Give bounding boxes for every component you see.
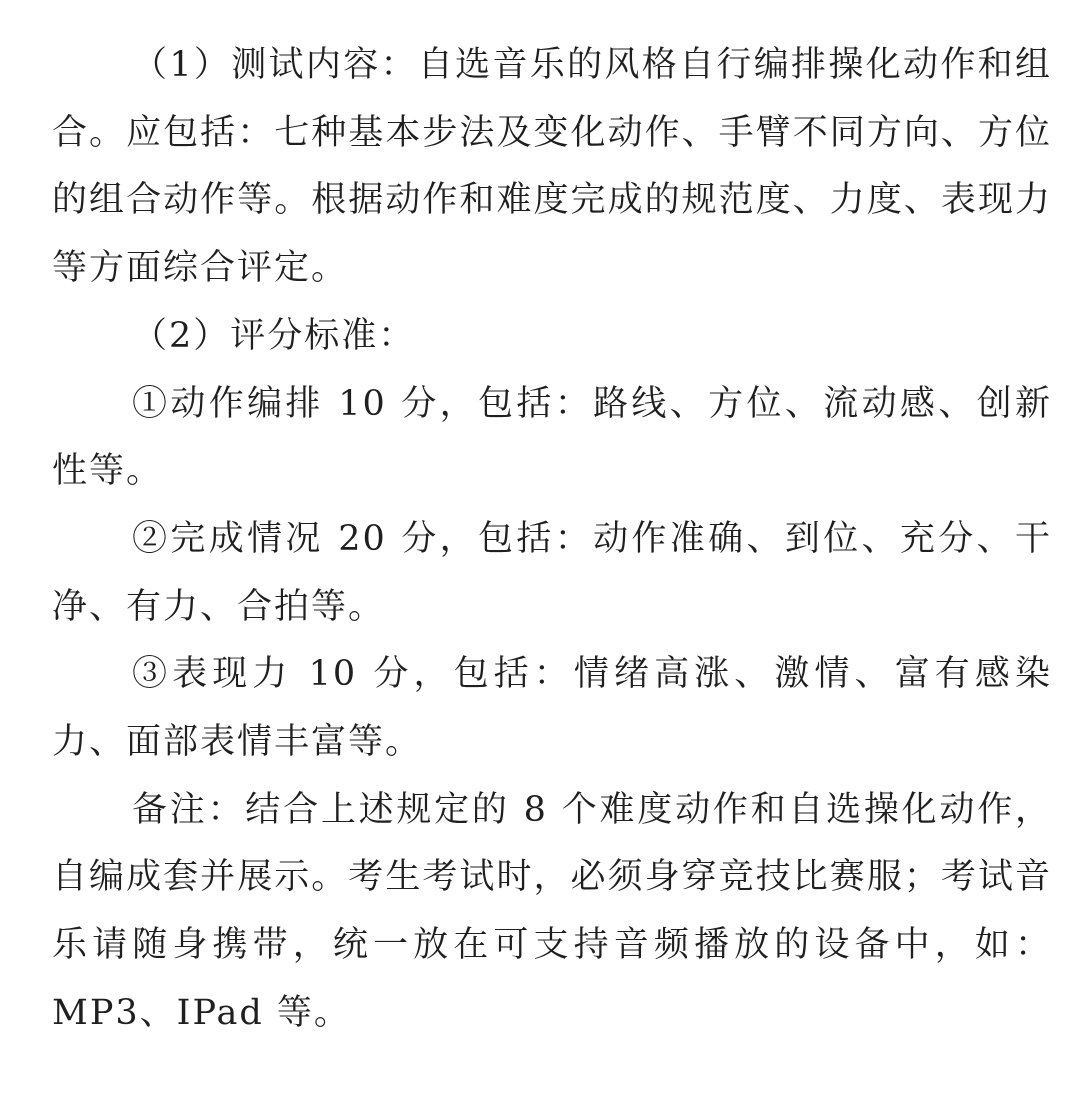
scoring-standard-heading: （2）评分标准： [132,315,416,356]
choreography-criterion: ①动作编排 10 分，包括：路线、方位、流动感、创新性等。 [52,383,1052,492]
document-body [52,32,1052,1048]
expressiveness-criterion: ③表现力 10 分，包括：情绪高涨、激情、富有感染力、面部表情丰富等。 [52,654,1052,763]
test-content-paragraph: （1）测试内容：自选音乐的风格自行编排操化动作和组合。应包括：七种基本步法及变化动作、手臂不同方向、方位的组合动作等。根据动作和难度完成的规范度、力度、表现力等方面综合评定。 [52,45,1052,289]
completion-criterion: ②完成情况 20 分，包括：动作准确、到位、充分、干净、有力、合拍等。 [52,518,1052,627]
remarks-paragraph: 备注：结合上述规定的 8 个难度动作和自选操化动作，自编成套并展示。考生考试时，必须身穿竞技比赛服；考试音乐请随身携带，统一放在可支持音频播放的设备中，如：MP3、IPad 等。 [52,789,1052,1033]
